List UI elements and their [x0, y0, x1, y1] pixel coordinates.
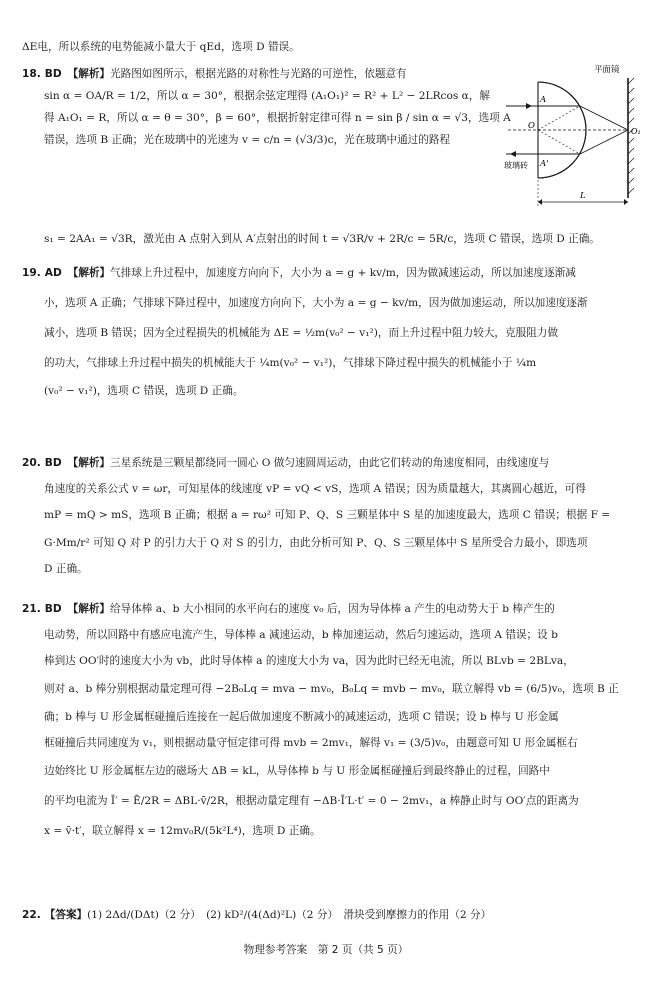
text-line: 错误，选项 B 正确；光在玻璃中的光速为 v = c/n = (√3/3)c，光在玻璃中通过的路程	[44, 134, 451, 146]
question-20	[22, 452, 634, 580]
text-line: mP = mQ > mS，选项 B 正确；根据 a = rω² 可知 P、Q、S 三颗星体中 S 星的加速度最大，选项 C 错误；根据 F =	[44, 509, 611, 521]
arrow-icon	[526, 103, 532, 109]
glass-label: 玻璃砖	[504, 161, 528, 170]
analysis-tag: 【解析】	[67, 267, 111, 279]
text-line: D 正确。	[44, 563, 88, 575]
text-line: 的功大，气排球上升过程中损失的机械能大于 ¼m(v₀² − v₁²)，气排球下降过程中损失的机械能小于 ¼m	[44, 357, 537, 369]
point-aprime-label: A'	[540, 159, 549, 169]
analysis-tag: 【解析】	[67, 68, 111, 80]
text-line: s₁ = 2AA₁ = √3R，激光由 A 点射入到从 A′点射出的时间 t = √3R/v + 2R/c = 5R/c，选项 C 错误，选项 D 正确。	[44, 233, 600, 245]
length-l-label: L	[580, 191, 586, 201]
answer-choice: BD	[44, 68, 62, 80]
point-o-label: O	[528, 121, 535, 131]
text-line: 的平均电流为 Ī′ = Ē/2R = ΔBL·v̄/2R，根据动量定理有 −ΔB·Ī′L·t′ = 0 − 2mv₁，a 棒静止时与 OO′点的距离为	[44, 795, 579, 807]
text-line: 确；b 棒与 U 形金属框碰撞后连接在一起后做加速度不断减小的减速运动，选项 C 错误；设 b 棒与 U 形金属	[44, 711, 559, 723]
text-line: 框碰撞后共同速度为 v₁，则根据动量守恒定律可得 mvb = 2mv₁，解得 v₁ = (3/5)v₀，由题意可知 U 形金属框右	[44, 737, 578, 749]
text-line: 气排球上升过程中，加速度方向向下，大小为 a = g + kv/m，因为做减速运动，所以加速度逐渐减	[110, 267, 576, 279]
text-line: 三星系统是三颗星都绕同一圆心 O 做匀速圆周运动，由此它们转动的角速度相同，由线速度与	[110, 457, 550, 469]
question-number: 22.	[22, 909, 41, 921]
text-line: x = v̄·t′，联立解得 x = 12mv₀R/(5k²L⁴)，选项 D 正确。	[44, 825, 321, 837]
question-number: 20.	[22, 457, 41, 469]
text-line: 电动势，所以回路中有感应电流产生，导体棒 a 减速运动，b 棒加速运动，然后匀速运动，选项 A 错误；设 b	[44, 629, 558, 641]
answer-choice: AD	[44, 267, 62, 279]
text-line: 则对 a、b 棒分别根据动量定理可得 −2B₀Lq = mva − mv₀，B₀Lq = mvb − mv₀，联立解得 vb = (6/5)v₀，选项 B 正	[44, 683, 619, 695]
page-footer: 物理参考答案 第 2 页（共 5 页）	[243, 944, 409, 956]
arrow-icon	[510, 151, 516, 157]
text-line: (v₀² − v₁²)，选项 C 错误，选项 D 正确。	[44, 385, 244, 397]
text-line: 光路图如图所示，根据光路的对称性与光路的可逆性，依题意有	[110, 68, 407, 80]
text-line: ΔE电，所以系统的电势能减小量大于 qEd，选项 D 错误。	[22, 41, 300, 53]
text-line: 棒到达 OO′时的速度大小为 vb，此时导体棒 a 的速度大小为 va，因为此时已经无电流，所以 BLvb = 2BLva，	[44, 655, 574, 667]
text-line: 得 A₁O₁ = R，所以 α = θ = 30°，β = 60°，根据折射定律可得 n = sin β / sin α = √3，选项 A	[44, 112, 511, 124]
text-line: 角速度的关系公式 v = ωr，可知星体的线速度 vP = vQ < vS，选项 A 错误；因为质量越大，其离圆心越近，可得	[44, 483, 586, 495]
answer-choice: BD	[44, 603, 62, 615]
normal-line	[538, 130, 580, 154]
question-19	[22, 262, 634, 402]
question-number: 19.	[22, 267, 41, 279]
point-a-label: A	[540, 95, 547, 105]
text-line: 边始终比 U 形金属框左边的磁场大 ΔB = kL，从导体棒 b 与 U 形金属框碰撞后到最终静止的过程，回路中	[44, 765, 550, 777]
question-21	[22, 598, 634, 842]
text-line: 给导体棒 a、b 大小相同的水平向右的速度 v₀ 后，因为导体棒 a 产生的电动势大于 b 棒产生的	[110, 603, 555, 615]
text-line: 减小，选项 B 错误；因为全过程损失的机械能为 ΔE = ½m(v₀² − v₁²)，而上升过程中阻力较大，克服阻力做	[44, 327, 558, 339]
question-number: 18.	[22, 68, 41, 80]
answer-tag: 【答案】	[44, 909, 88, 921]
text-line: (1) 2Δd/(DΔt)（2 分） (2) kD²/(4(Δd)²L)（2 分） 滑块受到摩擦力的作用（2 分）	[87, 909, 492, 921]
refracted-ray	[580, 106, 628, 130]
mirror-label: 平面镜	[594, 65, 620, 75]
text-line: sin α = OA/R = 1/2，所以 α = 30°，根据余弦定理得 (A₁O₁)² = R² + L² − 2LRcos α，解	[44, 90, 491, 102]
question-number: 21.	[22, 603, 41, 615]
analysis-tag: 【解析】	[67, 457, 111, 469]
question-18	[22, 63, 511, 151]
text-line: 小，选项 A 正确；气排球下降过程中，加速度方向向下，大小为 a = g − kv/m，因为做加速运动，所以加速度逐渐	[44, 297, 588, 309]
question-18-tail	[22, 228, 634, 250]
answer-choice: BD	[44, 457, 62, 469]
mirror-hatch	[628, 78, 634, 194]
reflected-ray	[580, 130, 628, 154]
optics-diagram	[502, 60, 644, 212]
question-22	[22, 904, 634, 926]
text-line: G·Mm/r² 可知 Q 对 P 的引力大于 Q 对 S 的引力，由此分析可知 P、Q、S 三颗星体中 S 星所受合力最小，即选项	[44, 537, 588, 549]
normal-line	[538, 106, 580, 130]
prev-answer-tail	[22, 36, 634, 58]
analysis-tag: 【解析】	[67, 603, 111, 615]
point-o1-label: O₁	[631, 127, 641, 136]
